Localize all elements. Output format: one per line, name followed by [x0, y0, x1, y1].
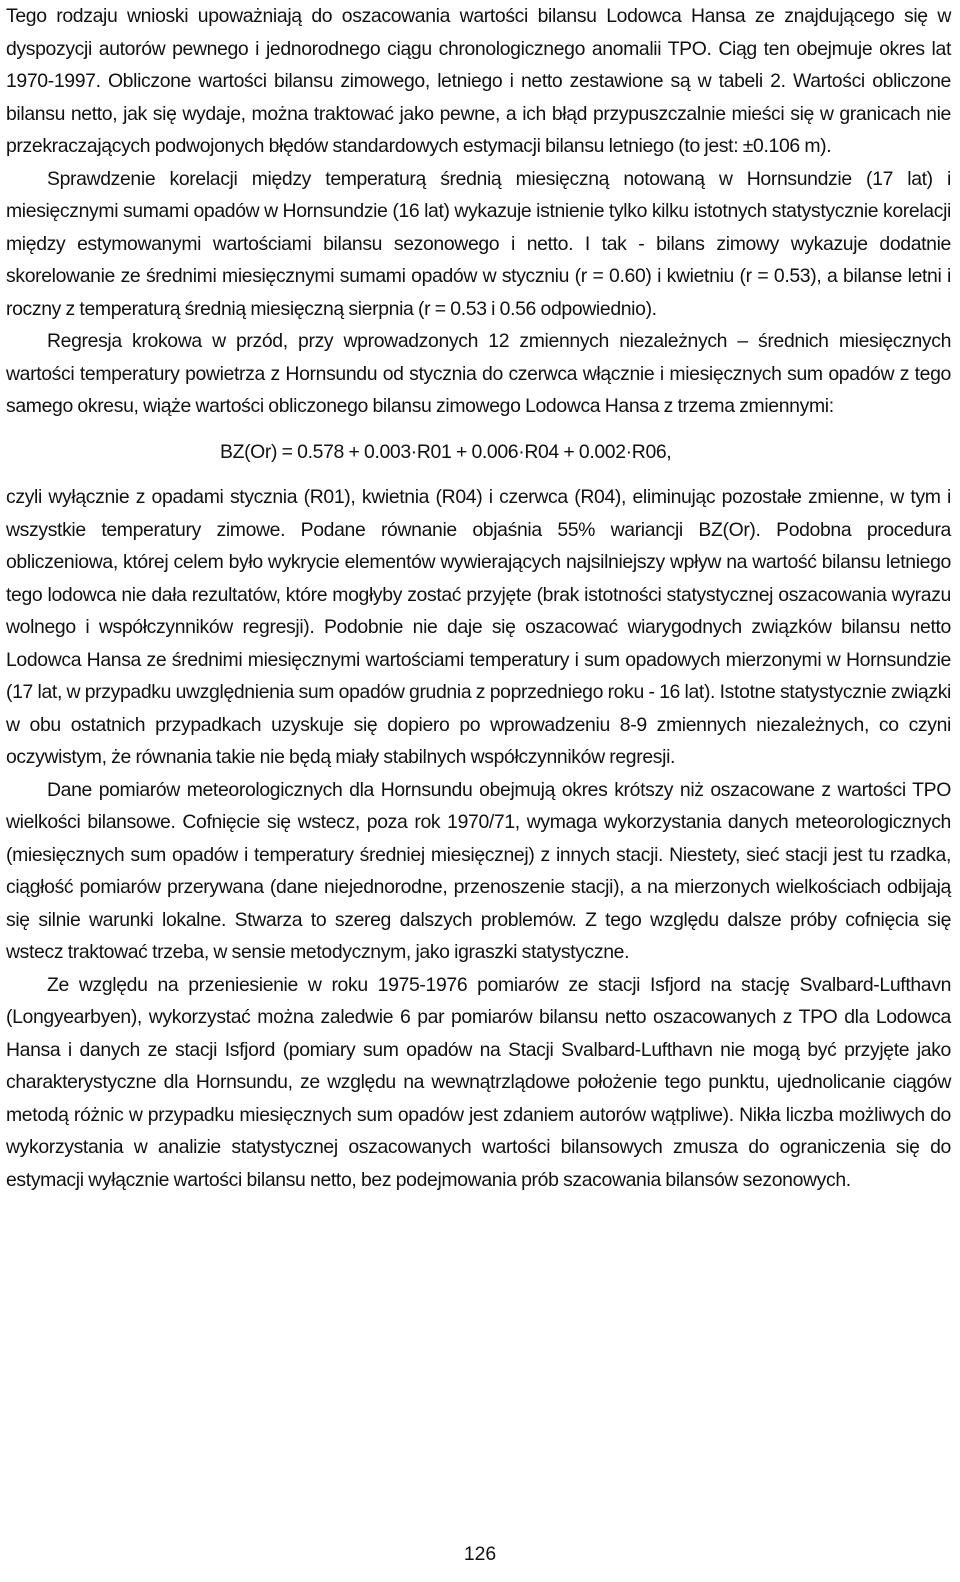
document-page	[6, 0, 951, 1196]
paragraph-1: Tego rodzaju wnioski upoważniają do oszacowania wartości bilansu Lodowca Hansa ze znajdującego się w dyspozycji autorów pewnego i jednorodnego ciągu chronologicznego anomalii TPO. Ciąg ten obejmuje okres lat 1970-1997. Obliczone wartości bilansu zimowego, letniego i netto zestawione są w tabeli 2. Wartości obliczone bilansu netto, jak się wydaje, można traktować jako pewne, a ich błąd przypuszczalnie mieści się w granicach nie przekraczających podwojonych błędów standardowych estymacji bilansu letniego (to jest: ±0.106 m).	[6, 5, 951, 157]
paragraph-5: Dane pomiarów meteorologicznych dla Hornsundu obejmują okres krótszy niż oszacowane z wartości TPO wielkości bilansowe. Cofnięcie się wstecz, poza rok 1970/71, wymaga wykorzystania danych meteorologicznych (miesięcznych sum opadów i temperatury średniej miesięcznej) z innych stacji. Niestety, sieć stacji jest tu rzadka, ciągłość pomiarów przerywana (dane niejednorodne, przenoszenie stacji), a na mierzonych wielkościach odbijają się silnie warunki lokalne. Stwarza to szereg dalszych problemów. Z tego względu dalsze próby cofnięcia się wstecz traktować trzeba, w sensie metodycznym, jako igraszki statystyczne.	[6, 778, 951, 963]
page-number: 126	[463, 1543, 497, 1565]
paragraph-2: Sprawdzenie korelacji między temperaturą średnią miesięczną notowaną w Hornsundzie (17 lat) i miesięcznymi sumami opadów w Hornsundzie (16 lat) wykazuje istnienie tylko kilku istotnych statystycznie korelacji między estymowanymi wartościami bilansu sezonowego i netto. I tak - bilans zimowy wykazuje dodatnie skorelowanie ze średnimi miesięcznymi sumami opadów w styczniu (r = 0.60) i kwietniu (r = 0.53), a bilanse letni i roczny z temperaturą średnią miesięczną sierpnia (r = 0.53 i 0.56 odpowiednio).	[6, 167, 951, 320]
paragraph-3: Regresja krokowa w przód, przy wprowadzonych 12 zmiennych niezależnych – średnich miesięcznych wartości temperatury powietrza z Hornsundu od stycznia do czerwca włącznie i miesięcznych sum opadów z tego samego okresu, wiąże wartości obliczonego bilansu zimowego Lodowca Hansa z trzema zmiennymi:	[6, 330, 951, 417]
paragraph-6: Ze względu na przeniesienie w roku 1975-1976 pomiarów ze stacji Isfjord na stację Svalbard-Lufthavn (Longyearbyen), wykorzystać można zaledwie 6 par pomiarów bilansu netto oszacowanych z TPO dla Lodowca Hansa i danych ze stacji Isfjord (pomiary sum opadów na Stacji Svalbard-Lufthavn nie mogą być przyjęte jako charakterystyczne dla Hornsundu, ze względu na wewnątrzlądowe położenie tego punktu, ujednolicanie ciągów metodą różnic w przypadku miesięcznych sum opadów jest zdaniem autorów wątpliwe). Nikła liczba możliwych do wykorzystania w analizie statystycznej oszacowanych wartości bilansowych zmusza do ograniczenia się do estymacji wyłącznie wartości bilansu netto, bez podejmowania prób szacowania bilansów sezonowych.	[6, 973, 951, 1191]
paragraph-4: czyli wyłącznie z opadami stycznia (R01), kwietnia (R04) i czerwca (R04), eliminując pozostałe zmienne, w tym i wszystkie temperatury zimowe. Podane równanie objaśnia 55% wariancji BZ(Or). Podobna procedura obliczeniowa, której celem było wykrycie elementów wywierających najsilniejszy wpływ na wartość bilansu letniego tego lodowca nie dała rezultatów, które mogłyby zostać przyjęte (brak istotności statystycznej oszacowania wyrazu wolnego i współczynników regresji). Podobnie nie daje się oszacować wiarygodnych związków bilansu netto Lodowca Hansa ze średnimi miesięcznymi wartościami temperatury i sum opadowych mierzonymi w Hornsundzie (17 lat, w przypadku uwzględnienia sum opadów grudnia z poprzedniego roku - 16 lat). Istotne statystycznie związki w obu ostatnich przypadkach uzyskuje się dopiero po wprowadzeniu 8-9 zmiennych niezależnych, co czyni oczywistym, że równania takie nie będą miały stabilnych współczynników regresji.	[6, 486, 951, 768]
regression-equation: BZ(Or) = 0.578 + 0.003·R01 + 0.006·R04 + 0.002·R06,	[220, 440, 672, 463]
